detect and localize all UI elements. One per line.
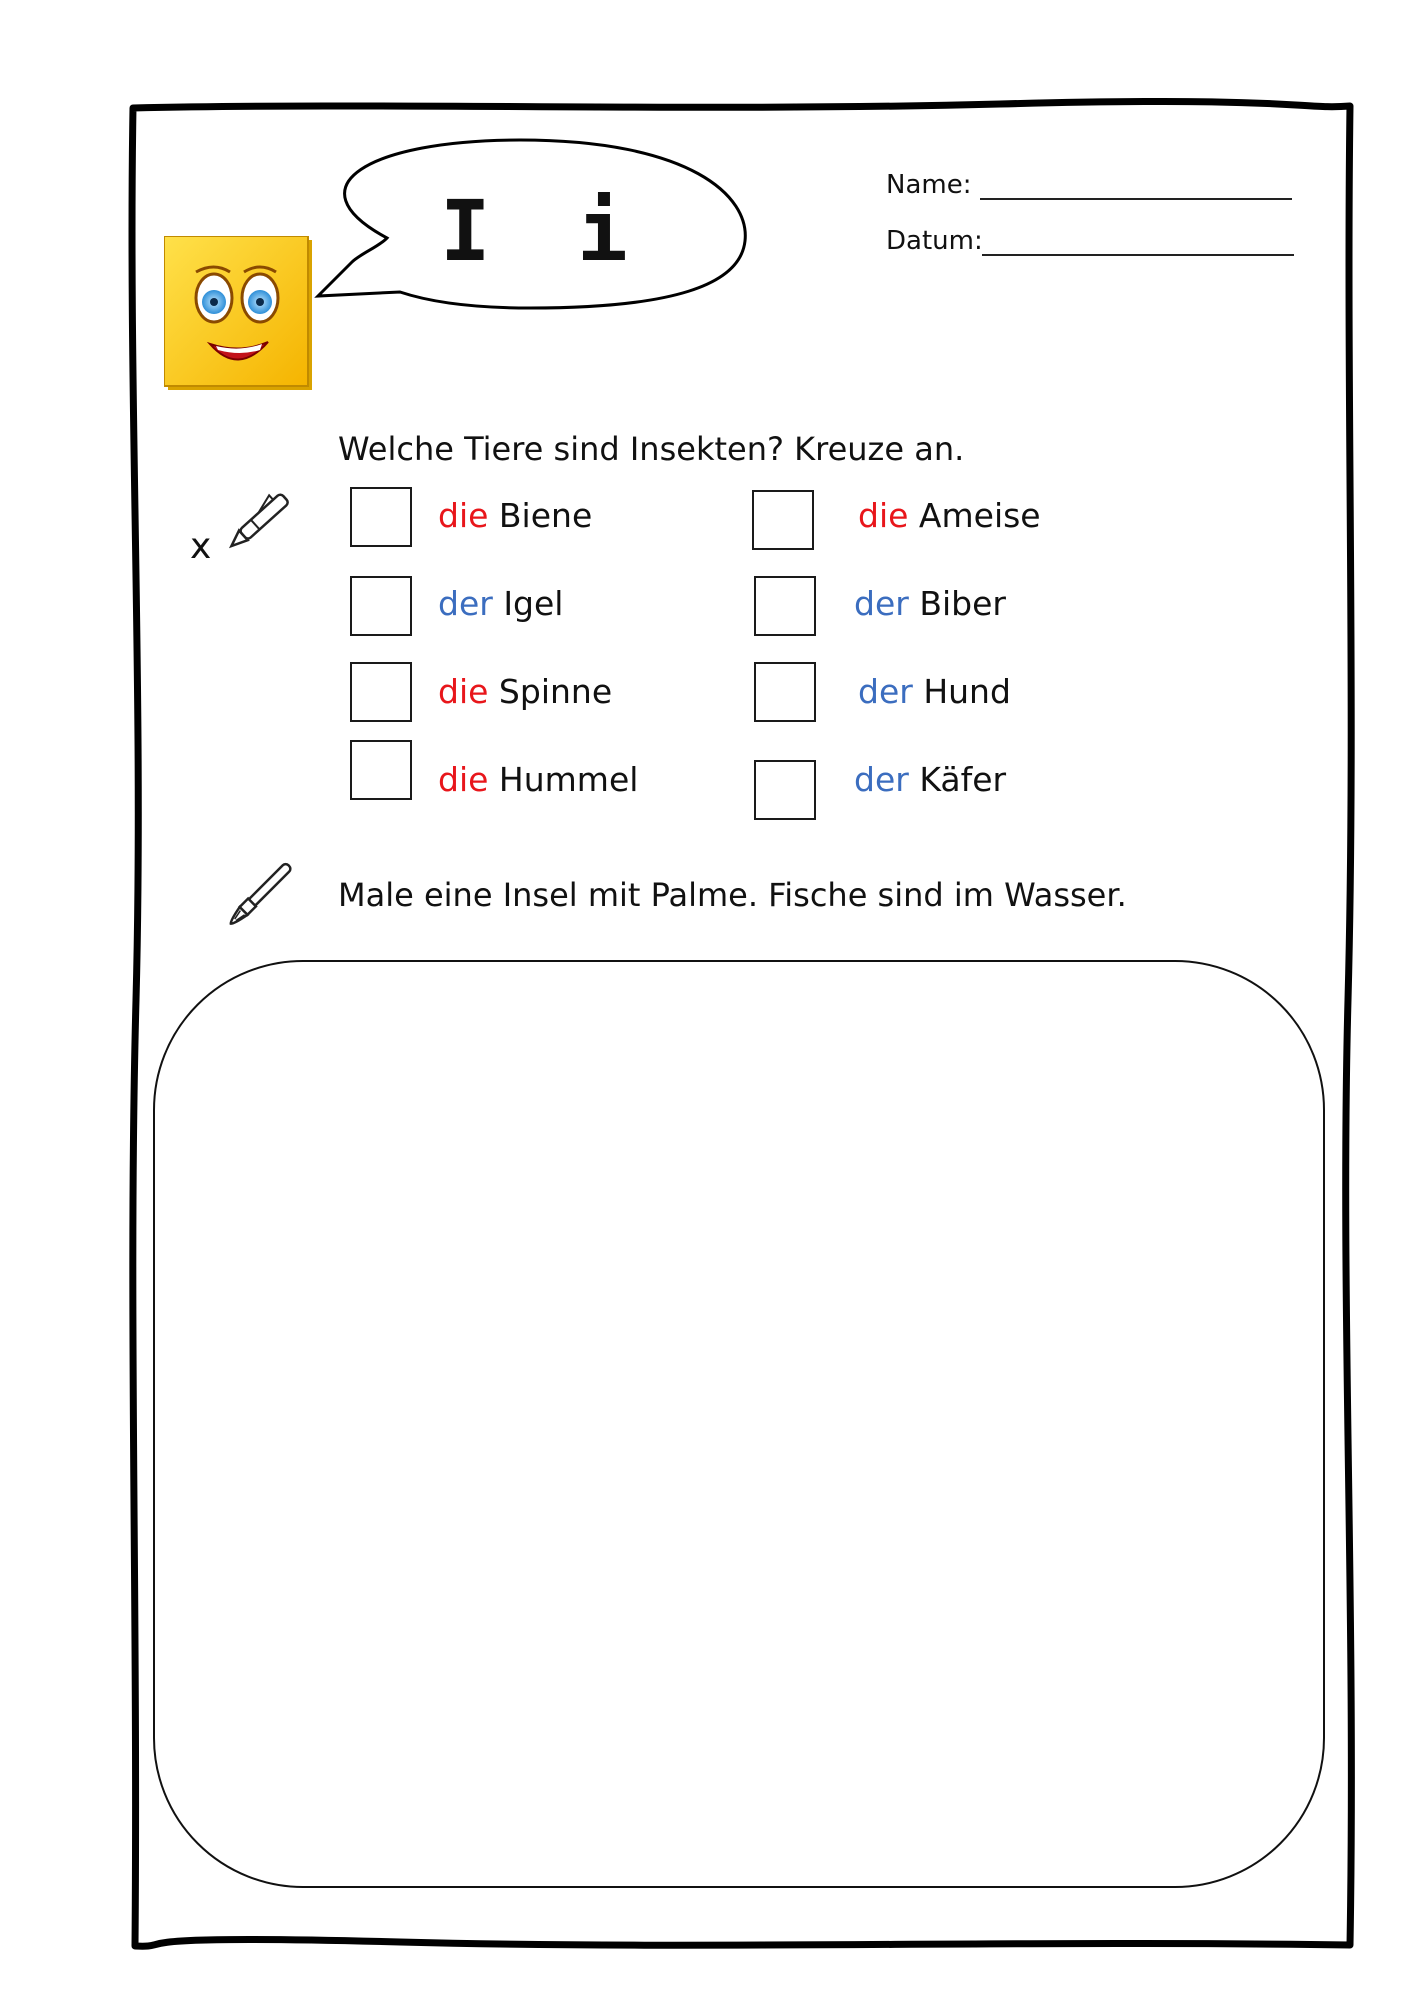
word-hund xyxy=(858,672,1011,711)
word-spinne xyxy=(438,672,612,711)
pen-icon xyxy=(218,480,302,562)
checkbox-spinne[interactable] xyxy=(350,662,412,722)
article-die: die xyxy=(438,672,489,711)
checkbox-biene[interactable] xyxy=(350,487,412,547)
word-biber xyxy=(854,584,1006,623)
noun-hummel: Hummel xyxy=(498,760,639,799)
word-igel xyxy=(438,584,563,623)
checkbox-hummel[interactable] xyxy=(350,740,412,800)
name-label: Name: xyxy=(886,170,972,200)
smiley-face-icon xyxy=(164,236,314,394)
noun-hund: Hund xyxy=(923,672,1011,711)
checkbox-ameise[interactable] xyxy=(752,490,814,550)
paintbrush-icon xyxy=(218,852,308,938)
article-der: der xyxy=(858,672,913,711)
date-label: Datum: xyxy=(886,226,983,256)
checkbox-hund[interactable] xyxy=(754,662,816,722)
noun-kaefer: Käfer xyxy=(919,760,1007,799)
checkbox-kaefer[interactable] xyxy=(754,760,816,820)
noun-igel: Igel xyxy=(503,584,564,623)
word-hummel xyxy=(438,760,638,799)
noun-biber: Biber xyxy=(919,584,1006,623)
article-die: die xyxy=(438,760,489,799)
article-der: der xyxy=(854,584,909,623)
checkbox-biber[interactable] xyxy=(754,576,816,636)
word-biene xyxy=(438,496,592,535)
article-der: der xyxy=(854,760,909,799)
article-die: die xyxy=(438,496,489,535)
noun-biene: Biene xyxy=(498,496,593,535)
drawing-area[interactable] xyxy=(153,960,1325,1888)
task2-instruction: Male eine Insel mit Palme. Fische sind im Wasser. xyxy=(338,876,1127,914)
checkbox-igel[interactable] xyxy=(350,576,412,636)
cross-marker: x xyxy=(190,526,212,567)
bubble-letters: I i xyxy=(440,182,646,280)
word-kaefer xyxy=(854,760,1006,799)
task1-instruction: Welche Tiere sind Insekten? Kreuze an. xyxy=(338,430,965,468)
noun-spinne: Spinne xyxy=(498,672,613,711)
article-der: der xyxy=(438,584,493,623)
article-die: die xyxy=(858,496,909,535)
name-field[interactable] xyxy=(980,198,1292,200)
noun-ameise: Ameise xyxy=(918,496,1041,535)
word-ameise xyxy=(858,496,1041,535)
date-field[interactable] xyxy=(982,254,1294,256)
